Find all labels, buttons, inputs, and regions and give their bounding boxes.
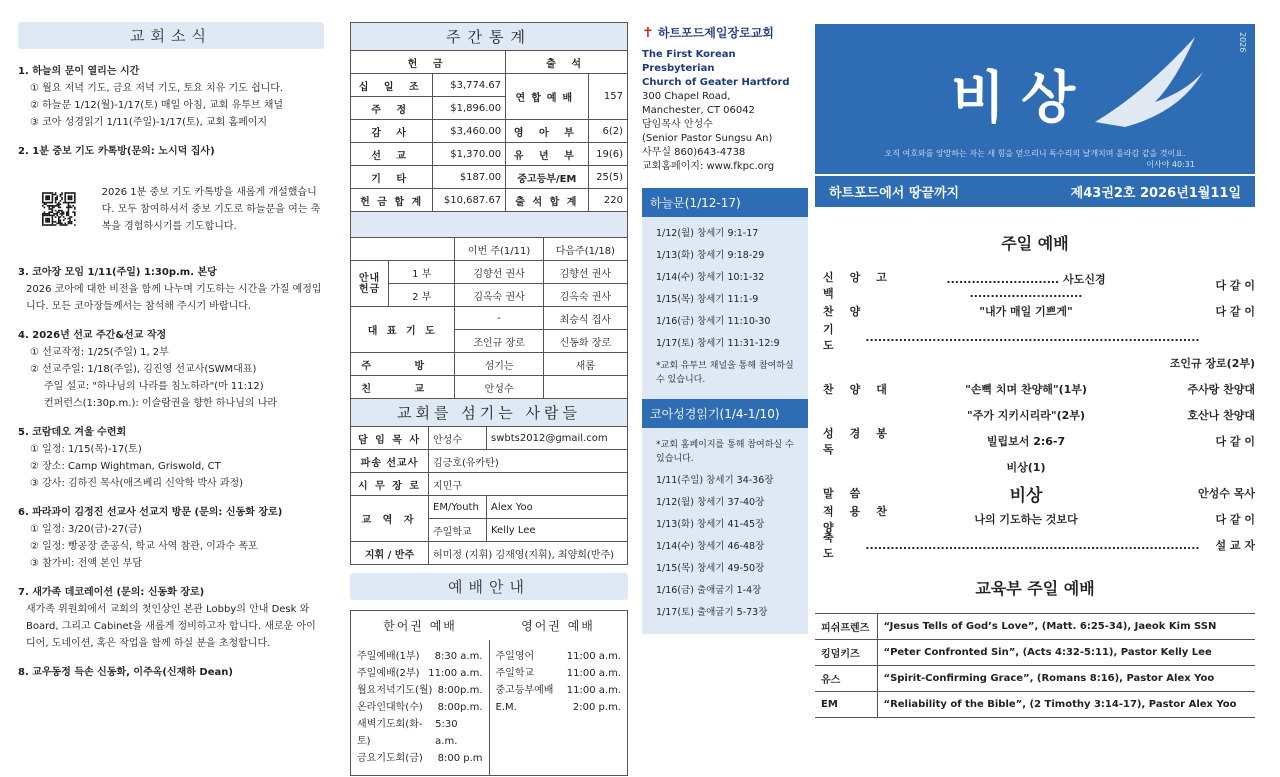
spacer-row	[351, 212, 628, 238]
pastor-email[interactable]: swbts2012@gmail.com	[487, 427, 628, 450]
offering-value: $3,774.67	[433, 74, 506, 97]
this-week-header: 이번 주(1/11)	[455, 238, 543, 261]
service-name: 온라인대학(수)	[357, 702, 423, 713]
worship-content: ................................................................................	[865, 330, 1200, 344]
news-item	[18, 664, 324, 681]
church-logo-name: ✝ 하트포드제일장로교회	[642, 25, 774, 41]
news-item-title: 1. 하늘의 문이 열리는 시간	[18, 66, 140, 77]
worship-part: 기도	[823, 323, 850, 352]
servers-title: 교회를 섬기는 사람들	[351, 399, 628, 427]
reading-item: 1/17(토) 출애굽기 5-73장	[656, 607, 768, 618]
church-pastor: 담임목사 안성수	[642, 119, 713, 130]
attend-value: 157	[588, 74, 627, 120]
worship-order	[815, 272, 1255, 558]
staff-label: 교 역 자	[351, 496, 429, 542]
service-row	[357, 648, 483, 665]
reading-item: 1/15(목) 창세기 11:1-9	[656, 294, 759, 305]
worship-row	[815, 506, 1255, 532]
worship-part: 성경봉독	[823, 427, 903, 456]
offering-label: 십 일 조	[351, 74, 433, 97]
news-item	[18, 143, 324, 252]
reading-item: 1/12(월) 창세기 9:1-17	[656, 228, 759, 239]
core-note: *교회 홈페이지를 통해 참여하실 수 있습니다.	[656, 440, 794, 464]
attend-label: 영 아 부	[506, 120, 588, 143]
service-row	[496, 699, 622, 716]
service-name: 주일영어	[495, 651, 535, 662]
service-time: 5:30 a.m.	[435, 719, 458, 747]
reading-item: 1/15(목) 창세기 49-50장	[656, 563, 765, 574]
offering-value: $3,460.00	[433, 120, 506, 143]
edu-table	[815, 613, 1255, 718]
usher-row-label: 1 부	[389, 261, 455, 284]
worship-leader: 다 같 이	[1215, 513, 1255, 526]
offering-total-value: $10,687.67	[433, 189, 506, 212]
news-item-line: ② 장소: Camp Wightman, Griswold, CT	[30, 461, 221, 472]
duty-table	[350, 237, 628, 399]
service-name: 주일학교	[495, 668, 535, 679]
qr-description: 2026 1분 중보 기도 카톡방을 새롭게 개설했습니다. 모두 참여하셔서 중보 기도로 하늘문을 여는 축복을 경험하시기를 기도합니다.	[101, 186, 321, 232]
worship-row	[815, 298, 1255, 324]
fellowship-this: 안성수	[455, 376, 543, 399]
news-item-title: 7. 새가족 데코레이션 (문의: 신동화 장로)	[18, 587, 205, 598]
news-item-title: 6. 파라과이 김정진 선교사 선교지 방문 (문의: 신동화 장로)	[18, 507, 283, 518]
edu-title: 교육부 주일 예배	[975, 579, 1095, 598]
offering-label: 감 사	[351, 120, 433, 143]
service-name: E.M.	[495, 702, 517, 713]
service-name: 월요저녁기도(월)	[357, 685, 433, 696]
edu-dept: 킹덤키즈	[815, 640, 877, 666]
worship-part: 적용찬양	[823, 505, 903, 534]
service-time: 11:00 a.m.	[566, 651, 621, 662]
edu-sermon: “Reliability of the Bible”, (2 Timothy 3:14-17), Pastor Alex Yoo	[877, 692, 1255, 718]
reading-item: 1/13(화) 창세기 9:18-29	[656, 250, 765, 261]
attend-value: 6(2)	[588, 120, 627, 143]
news-item-line: ② 하늘문 1/12(월)-1/17(토) 매일 아침, 교회 유투브 채널	[30, 100, 284, 111]
edu-row	[815, 640, 1255, 666]
service-row	[357, 750, 483, 767]
worship-leader: 설 교 자	[1215, 539, 1255, 552]
news-item-title: 2. 1분 중보 기도 카톡방(문의: 노시덕 집사)	[18, 146, 215, 157]
worship-leader: 주사랑 찬양대	[1187, 383, 1255, 396]
em-label: EM/Youth	[429, 496, 487, 519]
news-item	[18, 327, 324, 412]
prayer-next: 최승식 집사	[543, 307, 627, 330]
weekly-stats-table	[350, 22, 628, 238]
news-list	[18, 63, 324, 681]
service-time: 8:00 p.m	[437, 753, 483, 764]
worship-row	[815, 376, 1255, 402]
worship-content: "손뼉 치며 찬양해"(1부)	[965, 383, 1087, 396]
heaven-title: 하늘문(1/12-17)	[642, 188, 808, 217]
church-logo-icon: ✝	[642, 25, 654, 41]
worship-content: ................................................................................	[865, 538, 1200, 552]
worship-content: 빌립보서 2:6-7	[986, 435, 1066, 448]
service-row	[357, 699, 483, 716]
banner-verse: 오직 여호와를 앙망하는 자는 새 힘을 얻으리니 독수리의 날개치며 올라감 같을 것이요. 이사야 40:31	[884, 149, 1195, 169]
service-name: 주일예배(1부)	[357, 651, 420, 662]
missionary-label: 파송 선교사	[351, 450, 429, 473]
news-item-line: ③ 강사: 김하진 목사(애즈베리 신악학 박사 과정)	[30, 478, 244, 489]
kitchen-next: 새롬	[543, 353, 627, 376]
worship-row	[815, 272, 1255, 298]
qr-row	[42, 166, 324, 252]
services-title: 예배안내	[350, 573, 628, 600]
next-week-header: 다음주(1/18)	[543, 238, 627, 261]
service-row	[357, 716, 483, 750]
edu-row	[815, 666, 1255, 692]
edu-dept: EM	[815, 692, 877, 718]
worship-row	[815, 532, 1255, 558]
attend-total-label: 출 석 합 계	[506, 189, 588, 212]
offering-value: $1,896.00	[433, 97, 506, 120]
news-item-line: 컨퍼런스(1:30p.m.): 이슬람권을 향한 하나님의 나라	[44, 398, 278, 409]
conductor-label: 지휘 / 반주	[351, 542, 429, 565]
offering-header: 헌 금	[351, 51, 506, 74]
worship-content: 비상	[1009, 485, 1043, 506]
news-item-title: 3. 코아장 모임 1/11(주일) 1:30p.m. 본당	[18, 267, 217, 278]
kitchen-label: 주 방	[351, 353, 455, 376]
news-item-title: 4. 2026년 선교 주간&선교 작정	[18, 330, 167, 341]
usher-label: 안내 헌금	[351, 261, 389, 307]
news-item-line: ① 일정: 1/15(목)-17(토)	[30, 444, 142, 455]
edu-dept: 유스	[815, 666, 877, 692]
news-item-line: ① 일정: 3/20(금)-27(금)	[30, 524, 142, 535]
servers-table	[350, 398, 628, 565]
news-item-line: ① 월요 저녁 기도, 금요 저녁 기도, 토요 치유 기도 쉽니다.	[30, 83, 284, 94]
news-item-line: ② 선교주일: 1/18(주일), 김진영 선교사(SWM대표)	[30, 364, 257, 375]
edu-row	[815, 614, 1255, 640]
church-address-1: 300 Chapel Road,	[642, 91, 731, 102]
offering-total-label: 헌 금 합 계	[351, 189, 433, 212]
em-name: Alex Yoo	[487, 496, 628, 519]
worship-content: ........................... 사도신경 ...........................	[946, 272, 1106, 300]
elder-name: 지민구	[429, 473, 628, 496]
news-item-line: ② 일정: 빵공장 준공식, 학교 사역 참관, 이과수 폭포	[30, 541, 258, 552]
service-row	[496, 648, 622, 665]
banner-year: 2026	[1238, 32, 1247, 53]
prayer-next: 신동화 장로	[543, 330, 627, 353]
worship-row	[815, 454, 1255, 480]
worship-row	[815, 428, 1255, 454]
attend-label: 중고등부/EM	[506, 166, 588, 189]
attend-label: 연합예배	[506, 74, 588, 120]
edu-dept: 피쉬프렌즈	[815, 614, 877, 640]
attend-header: 출 석	[506, 51, 628, 74]
reading-item: 1/14(수) 창세기 46-48장	[656, 541, 765, 552]
service-time: 8:00p.m.	[437, 702, 483, 713]
edu-sermon: “Jesus Tells of God’s Love”, (Matt. 6:25-34), Jaeok Kim SSN	[877, 614, 1255, 640]
worship-content: "내가 매일 기쁘게"	[979, 305, 1073, 318]
kr-service-header: 한어권 예배	[383, 619, 457, 633]
heaven-note: *교회 유투브 채널을 통해 참여하실 수 있습니다.	[656, 361, 794, 385]
stats-column	[350, 22, 628, 776]
worship-leader: 다 같 이	[1215, 305, 1255, 318]
prayer-this: 조인규 장로	[455, 330, 543, 353]
prayer-label: 대 표 기 도	[351, 307, 455, 353]
news-item-title: 8. 교우동정 득손 신동화, 이주옥(신재하 Dean)	[18, 667, 233, 678]
worship-leader: 호산나 찬양대	[1187, 409, 1255, 422]
kr-service-list	[351, 640, 490, 775]
attend-value: 19(6)	[588, 143, 627, 166]
reading-item: 1/14(수) 창세기 10:1-32	[656, 272, 765, 283]
worship-leader: 조인규 장로(2부)	[1169, 357, 1255, 370]
church-en-name-2: Church of Geater Hartford	[642, 77, 790, 88]
news-item	[18, 424, 324, 492]
service-row	[496, 665, 622, 682]
qr-code-icon[interactable]	[42, 166, 76, 252]
worship-content: "주가 지키시리라"(2부)	[966, 409, 1085, 422]
news-item-line: ③ 코아 성경읽기 1/11(주일)-1/17(토), 교회 홈페이지	[30, 117, 268, 128]
news-item	[18, 63, 324, 131]
usher-next: 김향선 권사	[543, 261, 627, 284]
service-time: 11:00 a.m.	[428, 668, 483, 679]
attend-label: 유 년 부	[506, 143, 588, 166]
fellowship-label: 친 교	[351, 376, 455, 399]
banner-title: 비상	[951, 66, 1092, 131]
service-name: 중고등부예배	[495, 685, 554, 696]
prayer-this: -	[455, 307, 543, 330]
offering-value: $1,370.00	[433, 143, 506, 166]
attend-value: 25(5)	[588, 166, 627, 189]
duty-blank	[351, 238, 455, 261]
usher-this: 김옥숙 권사	[455, 284, 543, 307]
worship-content: 비상(1)	[1006, 461, 1046, 474]
offering-value: $187.00	[433, 166, 506, 189]
service-time: 2:00 p.m.	[572, 702, 621, 713]
news-item-paragraph: 2026 코아에 대한 비전을 함께 나누며 기도하는 시간을 가질 예정입니다. 모든 코아장들께서는 참석해 주시기 바랍니다.	[26, 284, 322, 312]
church-en-name-1: The First Korean Presbyterian	[642, 49, 736, 74]
worship-row	[815, 350, 1255, 376]
worship-column	[815, 24, 1255, 718]
fellowship-next	[543, 376, 627, 399]
worship-leader: 다 같 이	[1215, 435, 1255, 448]
slogan: 하트포드에서 땅끝까지	[829, 186, 960, 201]
worship-leader: 다 같 이	[1215, 279, 1255, 292]
news-column	[18, 22, 324, 693]
slogan-bar	[815, 176, 1255, 207]
reading-item: 1/16(금) 출애굽기 1-4장	[656, 585, 762, 596]
reading-item: 1/13(화) 창세기 41-45장	[656, 519, 765, 530]
worship-title: 주일 예배	[1001, 234, 1069, 253]
pastor-label: 담 임 목 사	[351, 427, 429, 450]
service-row	[357, 665, 483, 682]
attend-total-value: 220	[588, 189, 627, 212]
edu-row	[815, 692, 1255, 718]
reading-item: 1/17(토) 창세기 11:31-12:9	[656, 338, 780, 349]
worship-part: 축도	[823, 531, 850, 560]
weekly-title: 주간통계	[351, 23, 628, 51]
conductor-names: 허미정 (지휘) 김재영(지휘), 최양희(반주)	[429, 542, 628, 565]
news-item	[18, 504, 324, 572]
reading-item: 1/11(주일) 창세기 34-36장	[656, 475, 774, 486]
offering-label: 주 정	[351, 97, 433, 120]
heaven-reading-box	[642, 188, 808, 634]
news-item-title: 5. 코람데오 겨울 수련회	[18, 427, 127, 438]
heaven-list	[642, 217, 808, 355]
worship-row	[815, 324, 1255, 350]
edu-sermon: “Spirit-Confirming Grace”, (Romans 8:16), Pastor Alex Yoo	[877, 666, 1255, 692]
core-list	[642, 470, 808, 624]
service-name: 주일예배(2부)	[357, 668, 420, 679]
church-tel: 사무실 860)643-4738	[642, 147, 746, 158]
service-time: 8:00p.m.	[437, 685, 483, 696]
news-item	[18, 584, 324, 652]
church-pastor-en: (Senior Pastor Sungsu An)	[642, 133, 773, 144]
church-address-2: Manchester, CT 06042	[642, 105, 755, 116]
service-row	[496, 682, 622, 699]
kitchen-this: 섬기는	[455, 353, 543, 376]
banner	[815, 24, 1255, 174]
core-title: 코아성경읽기(1/4-1/10)	[642, 399, 808, 428]
offering-label: 선 교	[351, 143, 433, 166]
service-time: 11:00 a.m.	[566, 668, 621, 679]
church-website[interactable]: 교회홈페이지: www.fkpc.org	[642, 161, 775, 172]
service-row	[357, 682, 483, 699]
news-item-line: 주일 설교: "하나님의 나라를 침노하라"(마 11:12)	[44, 381, 264, 392]
service-time: 11:00 a.m.	[566, 685, 621, 696]
services-box	[350, 610, 628, 776]
issue-info: 제43권2호 2026년1월11일	[1070, 186, 1241, 201]
worship-part: 찬양대	[823, 383, 903, 396]
news-item-paragraph: 새가족 위원회에서 교회의 첫인상인 본관 Lobby의 안내 Desk 와 Board, 그리고 Cabinet을 새롭게 정비하고자 합니다. 새로운 아이디어, 도네이션, 혹은 작업을 함께 하실 분을 초청합니다.	[26, 604, 316, 649]
elder-label: 시 무 장 로	[351, 473, 429, 496]
news-item-line: ③ 참가비: 전액 본인 부담	[30, 558, 142, 569]
en-service-header: 영어권 예배	[521, 619, 595, 633]
worship-part: 찬양	[823, 305, 877, 318]
usher-next: 김옥숙 권사	[543, 284, 627, 307]
edu-sermon: “Peter Confronted Sin”, (Acts 4:32-5:11), Pastor Kelly Lee	[877, 640, 1255, 666]
service-time: 8:30 a.m.	[434, 651, 483, 662]
reading-item: 1/12(월) 창세기 37-40장	[656, 497, 765, 508]
news-item	[18, 264, 324, 315]
service-name: 새벽기도회(화-토)	[357, 719, 423, 747]
worship-leader: 안성수 목사	[1198, 487, 1255, 500]
church-info	[642, 26, 808, 174]
school-label: 주일학교	[429, 519, 487, 542]
news-item-line: ① 선교작정: 1/25(주일) 1, 2부	[30, 347, 169, 358]
school-name: Kelly Lee	[487, 519, 628, 542]
pastor-name: 안성수	[429, 427, 487, 450]
usher-this: 김향선 권사	[455, 261, 543, 284]
service-name: 금요기도회(금)	[357, 753, 423, 764]
worship-part: 신앙고백	[823, 271, 903, 300]
missionary-name: 김긍호(유카탄)	[429, 450, 628, 473]
news-title: 교회소식	[18, 22, 324, 49]
worship-part: 말씀	[823, 487, 877, 500]
worship-content: 나의 기도하는 것보다	[974, 513, 1078, 526]
info-column	[642, 26, 808, 634]
eagle-icon	[1085, 32, 1205, 142]
offering-label: 기 타	[351, 166, 433, 189]
usher-row-label: 2 부	[389, 284, 455, 307]
reading-item: 1/16(금) 창세기 11:10-30	[656, 316, 771, 327]
en-service-list	[490, 640, 628, 775]
